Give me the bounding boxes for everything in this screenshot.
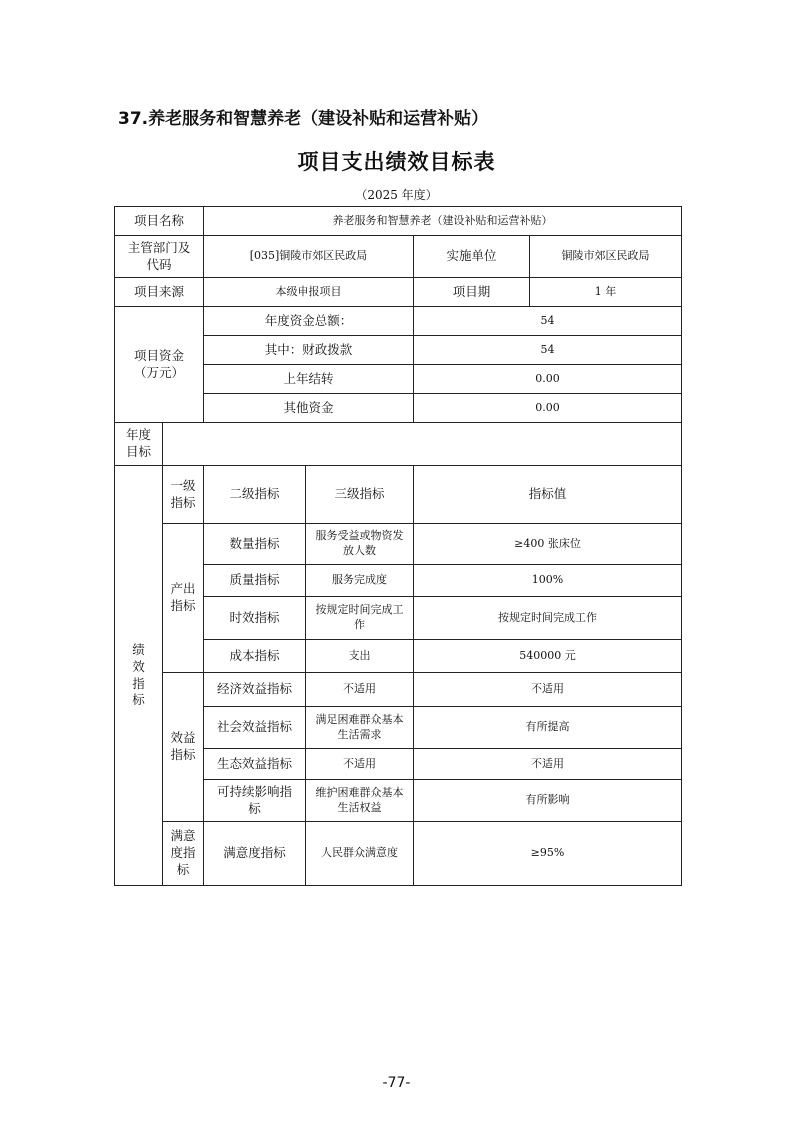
header-level1 [163,466,204,524]
satisfaction-indicator-value: ≥95% [414,822,682,886]
period-label: 项目期 [414,278,530,307]
output-indicators-label [163,524,204,673]
funds-label [115,307,204,423]
timeliness-l3-line2: 作 [354,618,366,631]
satisfaction-label-line: 标 [176,861,190,877]
department-label-line2: 代码 [146,256,172,272]
row-indicator-header [115,466,682,524]
row-satisfaction [115,822,682,886]
annual-goal-label-line2: 目标 [125,444,151,459]
benefit-label-line1: 效益 [170,730,196,746]
annual-goal-label [115,423,163,466]
performance-indicators-label [115,466,163,886]
timeliness-indicator-value: 按规定时间完成工作 [414,597,682,640]
row-department [115,236,682,278]
economic-indicator-value: 不适用 [414,673,682,707]
implementer-value: 铜陵市郊区民政局 [530,236,682,278]
header-level2: 二级指标 [204,466,306,524]
row-project-name [115,207,682,236]
cost-indicator-label: 成本指标 [204,640,306,673]
sustainability-indicator-value: 有所影响 [414,780,682,822]
fund-fiscal-label: 其中：财政拨款 [204,336,414,365]
timeliness-l3-line1: 按规定时间完成工 [315,603,404,617]
quality-indicator-l3: 服务完成度 [306,565,414,597]
cost-indicator-l3: 支出 [306,640,414,673]
row-benefit-economic [115,673,682,707]
satisfaction-indicator-l3: 人民群众满意度 [306,822,414,886]
project-name-value: 养老服务和智慧养老（建设补贴和运营补贴） [204,207,682,236]
satisfaction-indicator-label: 满意度指标 [204,822,306,886]
output-label-line1: 产出 [170,581,196,597]
quantity-indicator-label: 数量指标 [204,524,306,565]
quality-indicator-value: 100% [414,565,682,597]
row-fund-total [115,307,682,336]
funds-label-line2: （万元） [134,364,185,380]
indicators-label-char: 效 [132,658,145,674]
quantity-l3-line1: 服务受益或物资发 [315,529,404,543]
funds-label-line1: 项目资金 [134,347,185,363]
sustainability-indicator-label [204,780,306,822]
indicators-label-char: 绩 [132,641,145,657]
sustainability-l2-line1: 可持续影响指 [217,783,293,799]
social-indicator-value: 有所提高 [414,707,682,749]
timeliness-indicator-label: 时效指标 [204,597,306,640]
department-label-line1: 主管部门及 [127,239,191,255]
header-level3: 三级指标 [306,466,414,524]
ecological-indicator-l3: 不适用 [306,749,414,780]
implementer-label: 实施单位 [414,236,530,278]
department-value: [035]铜陵市郊区民政局 [204,236,414,278]
fund-carryover-value: 0.00 [414,365,682,394]
sustainability-l3-line1: 维护困难群众基本 [315,785,404,799]
annual-goal-label-line1: 年度 [125,427,151,443]
benefit-label-line2: 指标 [170,747,196,762]
quantity-indicator-value: ≥400 张床位 [414,524,682,565]
source-value: 本级申报项目 [204,278,414,307]
quantity-l3-line2: 放人数 [343,544,377,557]
social-l3-line1: 满足困难群众基本 [315,712,404,726]
social-indicator-l3 [306,707,414,749]
fund-total-value: 54 [414,307,682,336]
social-indicator-label: 社会效益指标 [204,707,306,749]
satisfaction-indicators-label [163,822,204,886]
quality-indicator-label: 质量指标 [204,565,306,597]
period-value: 1 年 [530,278,682,307]
timeliness-indicator-l3 [306,597,414,640]
sustainability-l2-line2: 标 [248,800,261,816]
fund-carryover-label: 上年结转 [204,365,414,394]
header-value: 指标值 [414,466,682,524]
sustainability-indicator-l3 [306,780,414,822]
quantity-indicator-l3 [306,524,414,565]
source-label: 项目来源 [115,278,204,307]
annual-goal-value [163,423,682,466]
sustainability-l3-line2: 生活权益 [337,800,382,814]
social-l3-line2: 生活需求 [337,727,382,741]
indicators-label-char: 标 [132,692,145,708]
row-source [115,278,682,307]
section-title: 37.养老服务和智慧养老（建设补贴和运营补贴） [118,109,489,129]
document-title: 项目支出绩效目标表 [297,150,496,174]
project-name-label: 项目名称 [115,207,204,236]
economic-indicator-l3: 不适用 [306,673,414,707]
row-annual-goal [115,423,682,466]
page-number: -77- [382,1075,411,1091]
performance-table [114,206,682,886]
ecological-indicator-label: 生态效益指标 [204,749,306,780]
ecological-indicator-value: 不适用 [414,749,682,780]
indicators-label-char: 指 [132,675,145,691]
year-note: （2025 年度） [355,188,438,202]
fund-other-label: 其他资金 [204,394,414,423]
header-level1-line2: 指标 [170,494,196,510]
fund-total-label: 年度资金总额： [204,307,414,336]
fund-fiscal-value: 54 [414,336,682,365]
row-output-quantity [115,524,682,565]
satisfaction-label-line: 度指 [170,845,196,861]
cost-indicator-value: 540000 元 [414,640,682,673]
satisfaction-label-line: 满意 [170,828,196,844]
benefit-indicators-label [163,673,204,822]
output-label-line2: 指标 [170,598,196,613]
department-label [115,236,204,278]
fund-other-value: 0.00 [414,394,682,423]
economic-indicator-label: 经济效益指标 [204,673,306,707]
header-level1-line1: 一级 [170,477,196,493]
